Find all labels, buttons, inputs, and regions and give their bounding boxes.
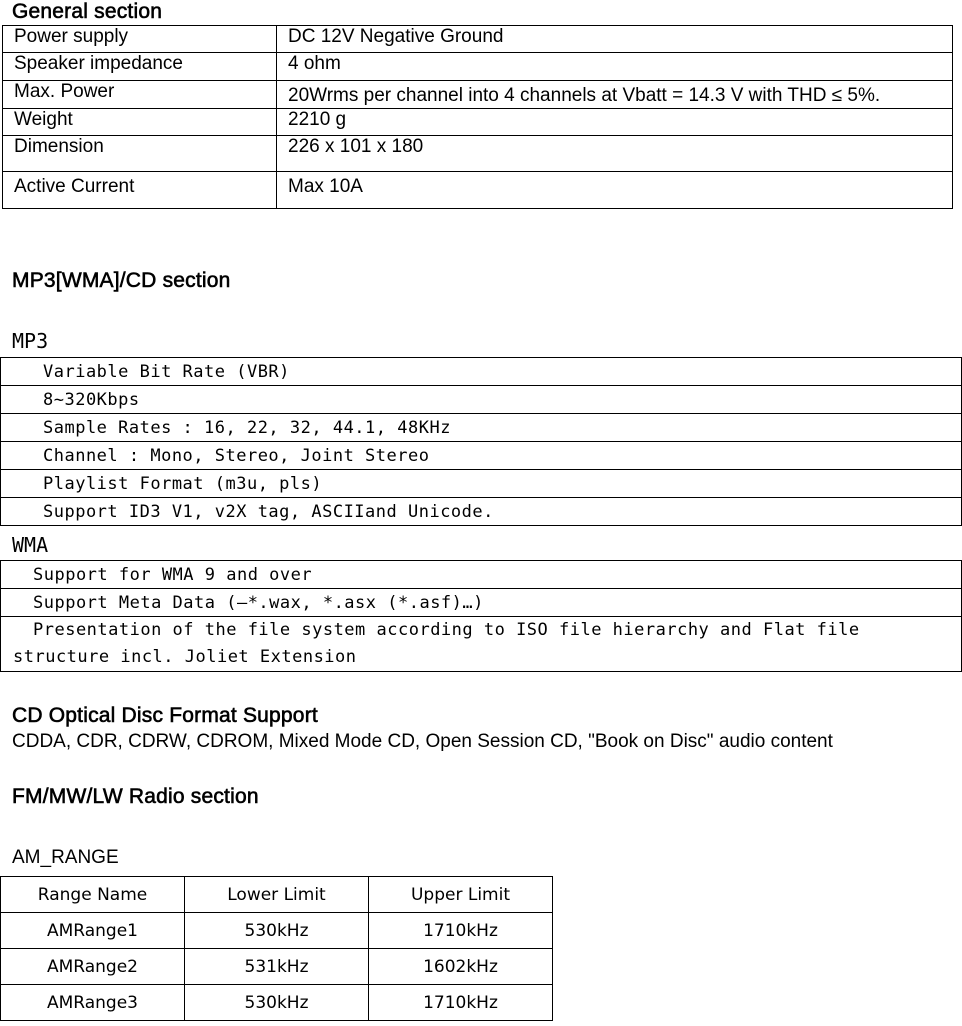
list-item xyxy=(1,589,962,617)
spec-value: Max 10A xyxy=(277,172,953,209)
mp3-feature: Support ID3 V1, v2X tag, ASCIIand Unicode. xyxy=(1,498,962,526)
lower-limit-cell: 530kHz xyxy=(185,913,369,949)
list-item xyxy=(1,561,962,589)
mp3-label: MP3 xyxy=(12,329,49,353)
upper-limit-cell: 1602kHz xyxy=(369,949,553,985)
range-name-cell: AMRange3 xyxy=(1,985,185,1021)
list-item xyxy=(1,442,962,470)
column-header: Range Name xyxy=(1,877,185,913)
table-row xyxy=(3,172,953,209)
table-row xyxy=(3,109,953,136)
column-header: Upper Limit xyxy=(369,877,553,913)
lower-limit-cell: 530kHz xyxy=(185,985,369,1021)
mp3-feature-list xyxy=(0,357,962,526)
wma-feature: Support for WMA 9 and over xyxy=(1,561,962,589)
wma-feature: Presentation of the file system according to ISO file hierarchy and Flat file structure incl. Joliet Extension xyxy=(1,617,962,672)
mp3-feature: Sample Rates : 16, 22, 32, 44.1, 48KHz xyxy=(1,414,962,442)
upper-limit-cell: 1710kHz xyxy=(369,913,553,949)
list-item xyxy=(1,498,962,526)
table-row xyxy=(3,81,953,109)
table-header-row xyxy=(1,877,553,913)
table-row xyxy=(1,985,553,1021)
table-row xyxy=(3,136,953,172)
mp3-feature: 8~320Kbps xyxy=(1,386,962,414)
spec-label: Weight xyxy=(3,109,277,136)
wma-feature: Support Meta Data (—*.wax, *.asx (*.asf)…) xyxy=(1,589,962,617)
wma-label: WMA xyxy=(12,533,49,557)
general-section-title: General section xyxy=(12,0,163,23)
upper-limit-cell: 1710kHz xyxy=(369,985,553,1021)
list-item xyxy=(1,470,962,498)
spec-label: Max. Power xyxy=(3,81,277,109)
mp3-wma-section-title: MP3[WMA]/CD section xyxy=(12,269,231,292)
column-header: Lower Limit xyxy=(185,877,369,913)
lower-limit-cell: 531kHz xyxy=(185,949,369,985)
mp3-feature: Variable Bit Rate (VBR) xyxy=(1,358,962,386)
list-item xyxy=(1,414,962,442)
am-range-label: AM_RANGE xyxy=(12,847,119,868)
radio-section-title: FM/MW/LW Radio section xyxy=(12,785,259,808)
spec-label: Power supply xyxy=(3,26,277,53)
spec-value: 2210 g xyxy=(277,109,953,136)
table-row xyxy=(3,53,953,81)
spec-value: DC 12V Negative Ground xyxy=(277,26,953,53)
list-item xyxy=(1,358,962,386)
table-row xyxy=(1,949,553,985)
mp3-feature: Playlist Format (m3u, pls) xyxy=(1,470,962,498)
spec-label: Active Current xyxy=(3,172,277,209)
spec-value: 4 ohm xyxy=(277,53,953,81)
range-name-cell: AMRange2 xyxy=(1,949,185,985)
wma-feature-list xyxy=(0,560,962,672)
table-row xyxy=(1,913,553,949)
list-item xyxy=(1,617,962,672)
spec-value: 226 x 101 x 180 xyxy=(277,136,953,172)
am-range-table xyxy=(0,876,553,1021)
cd-format-text: CDDA, CDR, CDRW, CDROM, Mixed Mode CD, Open Session CD, "Book on Disc" audio content xyxy=(12,731,833,752)
list-item xyxy=(1,386,962,414)
table-row xyxy=(3,26,953,53)
cd-section-title: CD Optical Disc Format Support xyxy=(12,704,318,727)
spec-label: Dimension xyxy=(3,136,277,172)
spec-value: 20Wrms per channel into 4 channels at Vbatt = 14.3 V with THD ≤ 5%. xyxy=(277,81,953,109)
mp3-feature: Channel : Mono, Stereo, Joint Stereo xyxy=(1,442,962,470)
general-spec-table xyxy=(2,25,953,209)
spec-label: Speaker impedance xyxy=(3,53,277,81)
range-name-cell: AMRange1 xyxy=(1,913,185,949)
